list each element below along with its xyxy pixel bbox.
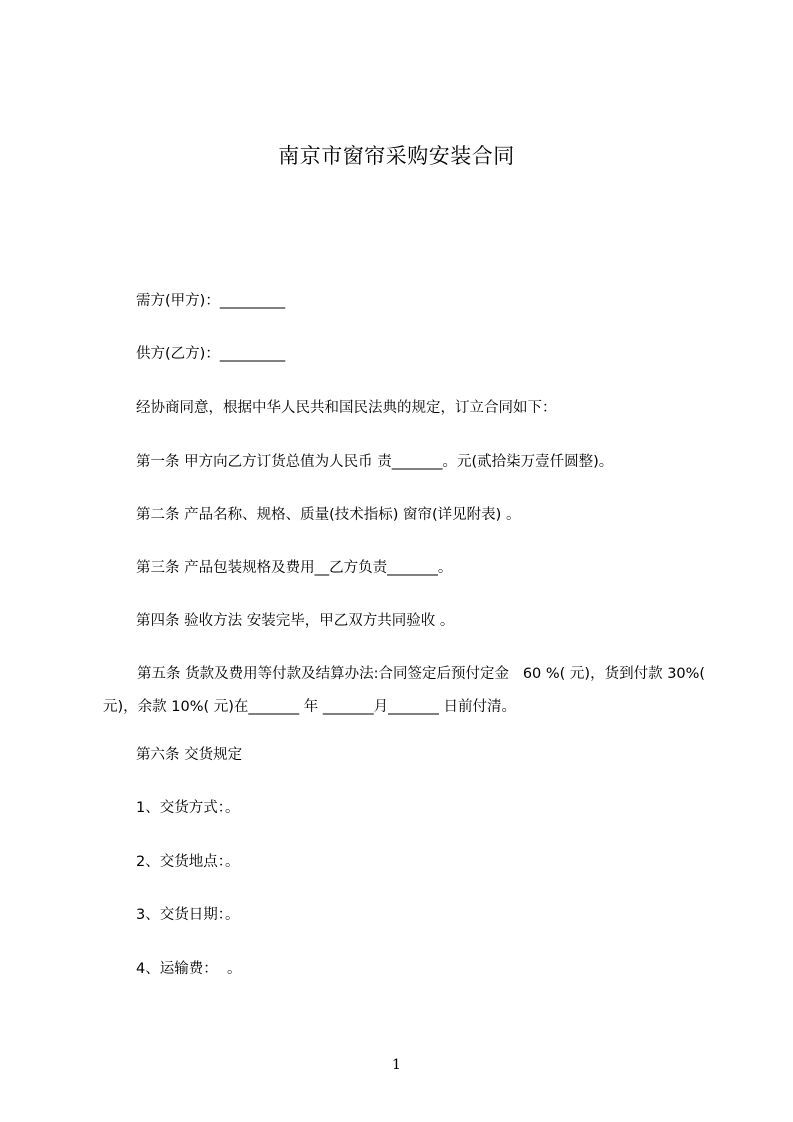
delivery-item-4: 4、运输费： 。 xyxy=(136,961,242,977)
intro-line: 经协商同意，根据中华人民共和国民法典的规定，订立合同如下： xyxy=(136,400,557,416)
delivery-item-3: 3、交货日期：。 xyxy=(136,907,240,923)
buyer-line: 需方(甲方)：_________ xyxy=(136,293,286,309)
article-3: 第三条 产品包装规格及费用__乙方负责_______。 xyxy=(136,560,453,576)
article-5: 第五条 货款及费用等付款及结算办法:合同签定后预付定金 60 %( 元)，货到付款 30%( 元)，余款 10%( 元)在_______ 年 _______月_______ 日前付清。 xyxy=(103,666,710,715)
delivery-item-2: 2、交货地点：。 xyxy=(136,854,240,870)
article-1: 第一条 甲方向乙方订货总值为人民币 责_______。元(贰拾柒万壹仟圆整)。 xyxy=(136,454,614,470)
document-title: 南京市窗帘采购安装合同 xyxy=(278,144,515,168)
supplier-line: 供方(乙方)：_________ xyxy=(136,346,286,362)
page-number: 1 xyxy=(392,1057,401,1073)
article-6: 第六条 交货规定 xyxy=(136,747,243,763)
article-4: 第四条 验收方法 安装完毕，甲乙双方共同验收 。 xyxy=(136,613,455,629)
delivery-item-1: 1、交货方式：。 xyxy=(136,800,240,816)
article-2: 第二条 产品名称、规格、质量(技术指标) 窗帘(详见附表) 。 xyxy=(136,507,521,523)
